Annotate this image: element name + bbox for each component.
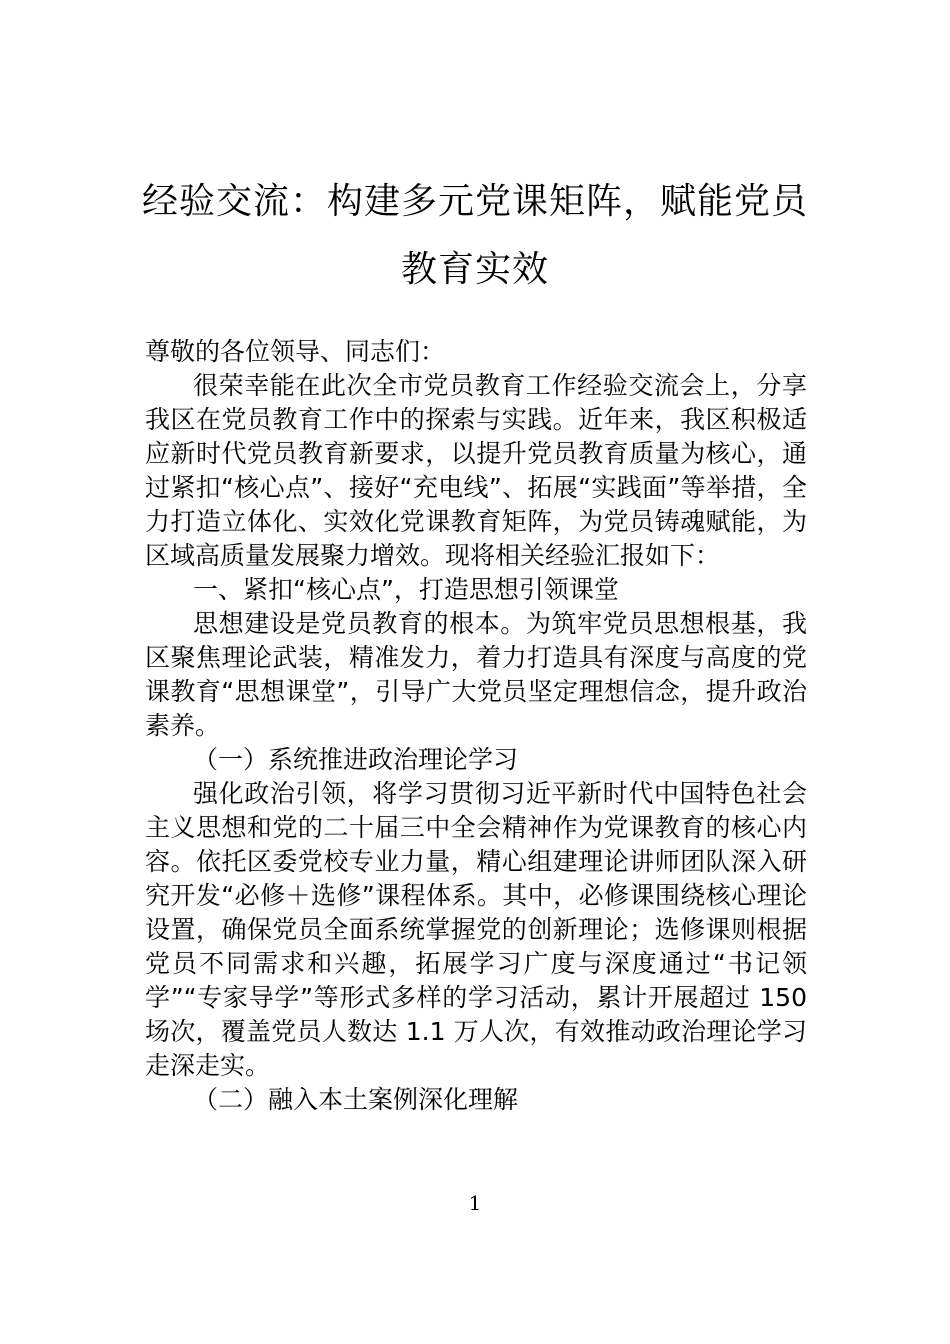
intro-paragraph: 很荣幸能在此次全市党员教育工作经验交流会上，分享我区在党员教育工作中的探索与实践。近年来，我区积极适应新时代党员教育新要求，以提升党员教育质量为核心，通过紧扣“核心点”、接好“充电线”、拓展“实践面”等举措，全力打造立体化、实效化党课教育矩阵，为党员铸魂赋能，为区域高质量发展聚力增效。现将相关经验汇报如下： bbox=[145, 371, 807, 570]
document-body bbox=[145, 335, 807, 1117]
section-1-paragraph: 思想建设是党员教育的根本。为筑牢党员思想根基，我区聚焦理论武装，精准发力，着力打造具有深度与高度的党课教育“思想课堂”，引导广大党员坚定理想信念，提升政治素养。 bbox=[145, 609, 807, 740]
page-number: 1 bbox=[468, 1191, 482, 1215]
section-heading-1: 一、紧扣“核心点”，打造思想引领课堂 bbox=[193, 575, 619, 604]
salutation: 尊敬的各位领导、同志们： bbox=[145, 337, 446, 366]
subsection-heading-2: （二）融入本土案例深化理解 bbox=[193, 1085, 519, 1114]
document-title: 经验交流：构建多元党课矩阵，赋能党员教育实效 bbox=[141, 181, 808, 290]
subsection-1-paragraph: 强化政治引领，将学习贯彻习近平新时代中国特色社会主义思想和党的二十届三中全会精神作为党课教育的核心内容。依托区委党校专业力量，精心组建理论讲师团队深入研究开发“必修＋选修”课程体系。其中，必修课围绕核心理论设置，确保党员全面系统掌握党的创新理论；选修课则根据党员不同需求和兴趣，拓展学习广度与深度通过“书记领学”“专家导学”等形式多样的学习活动，累计开展超过 150 场次，覆盖党员人数达 1.1 万人次，有效推动政治理论学习走深走实。 bbox=[145, 779, 807, 1080]
subsection-heading-1: （一）系统推进政治理论学习 bbox=[193, 745, 519, 774]
